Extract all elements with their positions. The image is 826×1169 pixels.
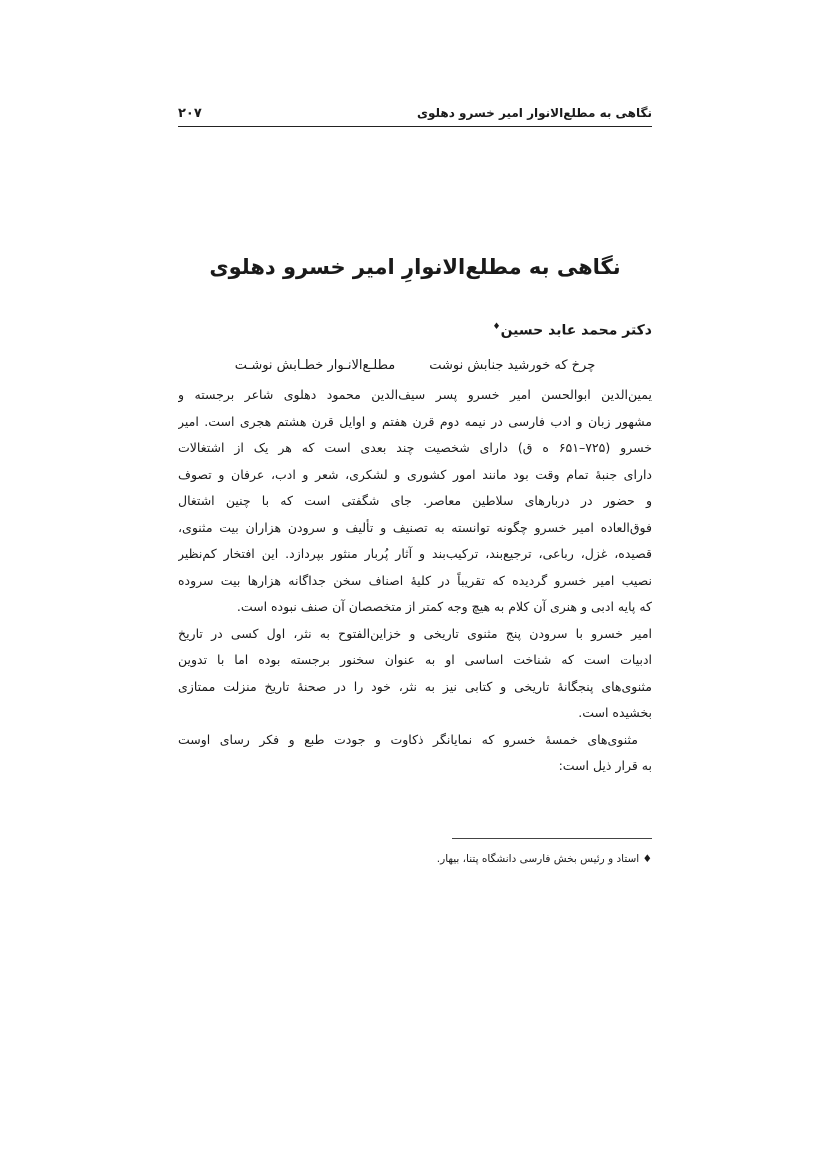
running-title: نگاهی به مطلع‌الانوار امیر خسرو دهلوی xyxy=(416,106,652,120)
text-line: و حضور در دربارهای سلاطین معاصر. جای شگفتی است که با چنین اشتغال xyxy=(178,493,652,508)
text-line: مثنوی‌های پنجگانهٔ تاریخی و کتابی نیز به نثر، خود را در صحنهٔ تاریخ منزلت ممتازی xyxy=(178,678,652,694)
author-name: دکتر محمد عابد حسین xyxy=(500,322,652,339)
text-line: امیر خسرو با سرودن پنج مثنوی تاریخی و خزاین‌الفتوح به نثر، اول کسی در تاریخ xyxy=(178,625,652,641)
article-title: نگاهی به مطلع‌الانوارِ امیر خسرو دهلوی xyxy=(209,255,621,279)
verse-right-hemistich: چرخ که خورشید جنابش نوشت xyxy=(429,358,596,373)
verse-left-hemistich: مطلـع‌الانـوار خطـابش نوشـت xyxy=(234,358,396,373)
footnote-mark: ♦ xyxy=(642,853,652,865)
paragraph-1 xyxy=(178,382,652,727)
text-line: ادبیات است که شناخت اساسی او به عنوان سخنور برجسته بوده اما با تدوین xyxy=(178,652,652,667)
footnote-text: استاد و رئیس بخش فارسی دانشگاه پتنا، بیهار. xyxy=(436,853,640,865)
text-line: دارای جنبهٔ تمام وقت بود مانند امور کشوری و لشکری، شعر و ادب، عرفان و تصوف xyxy=(178,466,652,482)
text-line: خسرو (۷۲۵–۶۵۱ ه ق) دارای شخصیت چند بعدی است که هر یک از اشتغالات xyxy=(178,440,652,455)
text-line: قصیده، غزل، رباعی، ترجیع‌بند، ترکیب‌بند و آثار پُربار منثور بپردازد. این افتخار کم‌نظیر xyxy=(178,546,652,561)
text-line: مثنوی‌های خمسهٔ خسرو که نمایانگر ذکاوت و جودت طبع و فکر رسای اوست xyxy=(178,731,638,747)
footnote xyxy=(437,853,652,865)
page-number: ۲۰۷ xyxy=(178,105,202,121)
text-line: که پایه ادبی و هنری آن کلام به هیچ وجه کمتر از متخصصان آن صنف نبوده است. xyxy=(236,599,652,614)
text-line: یمین‌الدین ابوالحسن امیر خسرو پسر سیف‌الدین محمود دهلوی شاعر برجسته و xyxy=(178,387,652,402)
text-line: بخشیده است. xyxy=(578,705,652,720)
text-line: مشهور زبان و ادب فارسی در نیمه دوم قرن هفتم و اوایل قرن هشتم هجری است. امیر xyxy=(178,413,652,429)
author-line xyxy=(493,322,653,339)
running-header xyxy=(178,100,652,127)
opening-verse xyxy=(178,358,652,373)
paragraph-2 xyxy=(178,727,652,780)
footnote-divider xyxy=(452,838,652,839)
body-text xyxy=(178,382,652,780)
text-line: فوق‌العاده امیر خسرو چگونه توانسته به تصنیف و تألیف و سرودن هزاران بیت مثنوی، xyxy=(178,519,652,535)
text-line: به قرار ذیل است: xyxy=(558,758,652,773)
author-footnote-mark: ♦ xyxy=(492,322,501,332)
text-line: نصیب امیر خسرو گردیده که تقریباً در کلیهٔ اصناف سخن جداگانه هزارها بیت سروده xyxy=(178,572,652,588)
